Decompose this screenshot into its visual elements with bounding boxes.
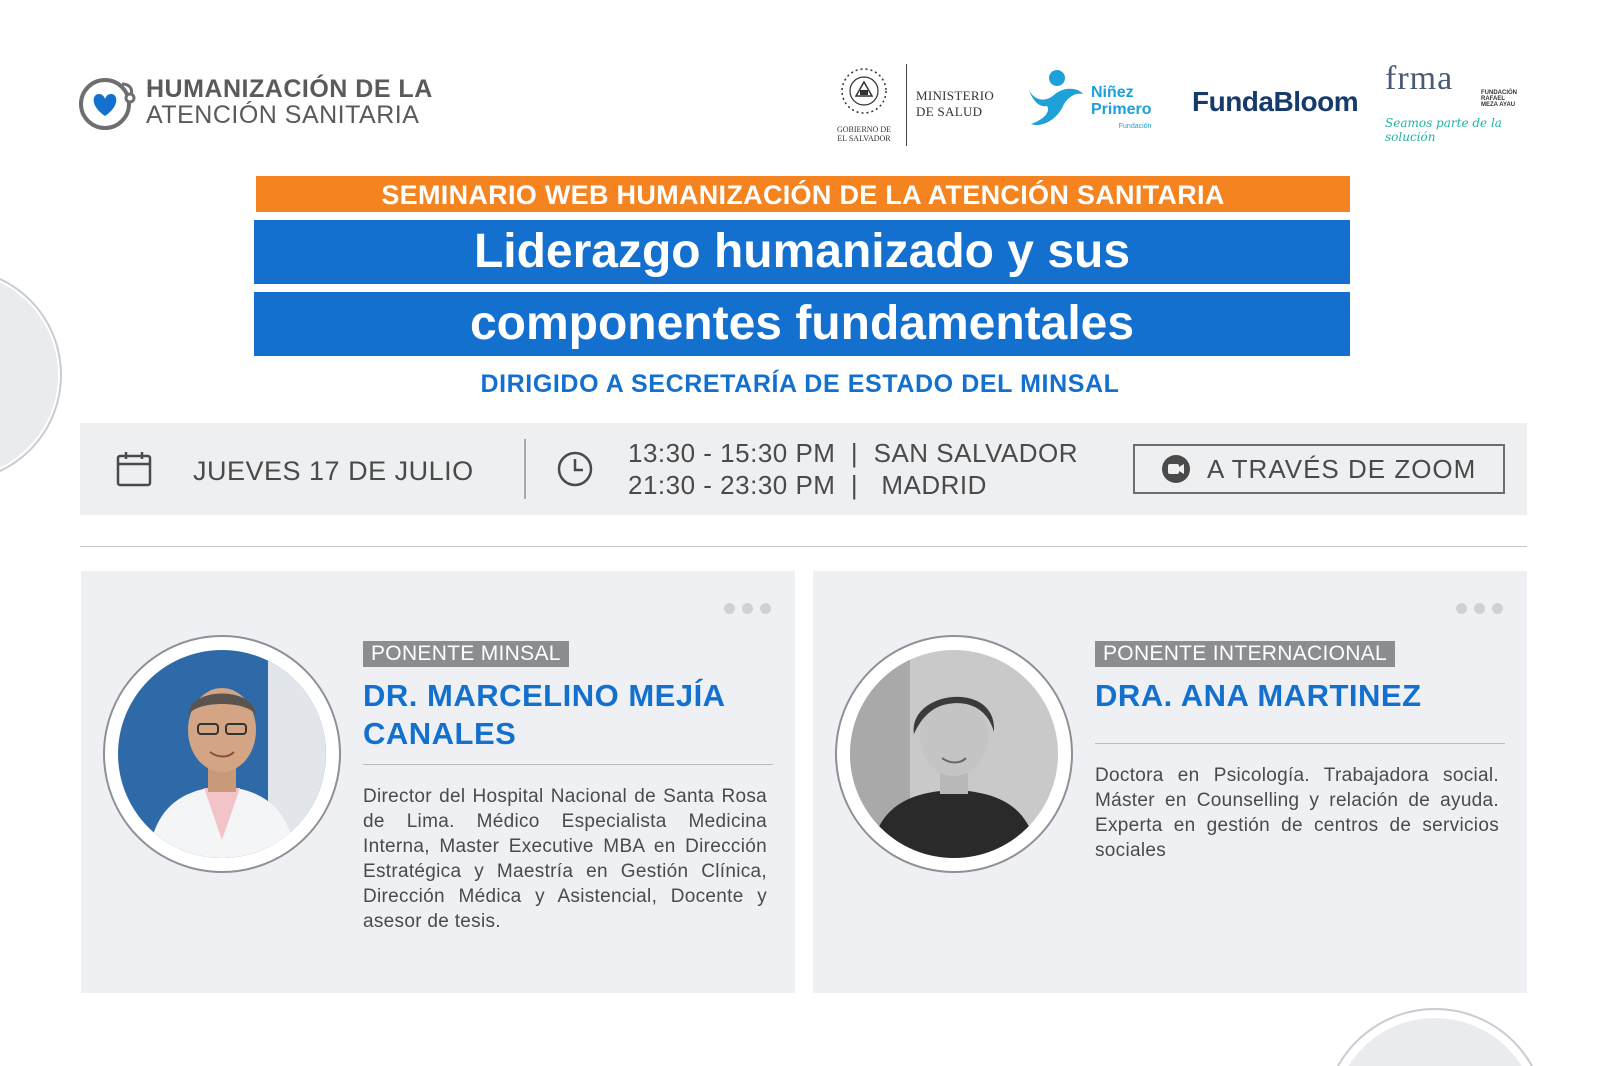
more-dots-icon: [724, 603, 771, 614]
speaker-name: [1095, 677, 1505, 715]
section-divider: [80, 546, 1527, 547]
event-info-bar: [80, 423, 1527, 515]
speaker-name-line1: DR. MARCELINO MEJÍA: [363, 678, 726, 713]
speaker-card-internacional: [813, 571, 1527, 993]
ministerio-logo: [916, 88, 994, 120]
frma-logo: [1385, 62, 1525, 144]
video-camera-icon: [1161, 454, 1191, 484]
time-san-salvador: 13:30 - 15:30 PM | SAN SALVADOR: [628, 438, 1079, 468]
speaker-role-badge: PONENTE MINSAL: [363, 641, 569, 667]
audience-label: DIRIGIDO A SECRETARÍA DE ESTADO DEL MINSAL: [480, 370, 1120, 398]
speaker-name: [363, 677, 773, 753]
series-banner: SEMINARIO WEB HUMANIZACIÓN DE LA ATENCIÓN SANITARIA: [256, 176, 1350, 212]
ninez-sub: Fundación: [1118, 123, 1152, 130]
fundabloom-logo: FundaBloom: [1192, 86, 1359, 117]
speaker-card-minsal: [81, 571, 795, 993]
frma-small-text: [1481, 90, 1517, 108]
frma-small-line1: FUNDACIÓN: [1481, 90, 1517, 96]
ninez-primero-logo: [1025, 66, 1151, 135]
calendar-icon: [116, 451, 152, 487]
logo-divider: [906, 64, 907, 146]
brand-title-line1: HUMANIZACIÓN DE LA: [146, 75, 433, 103]
title-line2: componentes fundamentales: [254, 292, 1350, 356]
event-date: JUEVES 17 DE JULIO: [193, 456, 474, 486]
brand-title-line2: ATENCIÓN SANITARIA: [146, 101, 420, 129]
title-line1: Liderazgo humanizado y sus: [254, 220, 1350, 284]
event-times: [628, 437, 1078, 501]
frma-small-line2: RAFAEL: [1481, 96, 1505, 102]
zoom-button-label: A TRAVÉS DE ZOOM: [1207, 453, 1477, 484]
gobierno-line1: GOBIERNO DE: [837, 125, 891, 134]
info-divider: [524, 439, 526, 499]
brand-logo: [78, 72, 433, 132]
decorative-circle-bottom-right: [1325, 1010, 1545, 1066]
child-icon: [1025, 68, 1089, 134]
speaker-photo-frame: [835, 635, 1073, 873]
speaker-photo: [850, 650, 1058, 858]
speaker-bio: Doctora en Psicología. Trabajadora social. Máster en Counselling y relación de ayuda. Experta en gestión de centros de servicios sociales: [1095, 765, 1499, 861]
frma-word: frma: [1385, 60, 1454, 97]
zoom-button[interactable]: [1133, 444, 1505, 494]
gobierno-logo: [825, 66, 903, 143]
frma-small-line3: MEZA AYAU: [1481, 102, 1516, 108]
ministerio-line2: DE SALUD: [916, 104, 983, 119]
time-madrid: 21:30 - 23:30 PM | MADRID: [628, 470, 987, 500]
speaker-name-line1: DRA. ANA MARTINEZ: [1095, 678, 1422, 713]
ninez-line1: Niñez: [1091, 84, 1134, 101]
more-dots-icon: [1456, 603, 1503, 614]
frma-slogan: Seamos parte de la solución: [1385, 116, 1502, 144]
speaker-name-line2: CANALES: [363, 716, 517, 751]
speaker-separator: [1095, 743, 1505, 744]
speaker-separator: [363, 764, 773, 765]
ninez-line2: Primero: [1091, 101, 1152, 118]
seal-icon: [839, 66, 889, 116]
speaker-photo: [118, 650, 326, 858]
speaker-photo-frame: [103, 635, 341, 873]
heart-stethoscope-icon: [78, 72, 138, 132]
clock-icon: [556, 450, 594, 488]
speaker-bio: Director del Hospital Nacional de Santa Rosa de Lima. Médico Especialista Medicina Interna, Master Executive MBA en Dirección Estratégica y Maestría en Gestión Clínica, Dirección Médica y Asistencial, Docente y asesor de tesis.: [363, 786, 767, 932]
ministerio-line1: MINISTERIO: [916, 88, 995, 103]
gobierno-line2: EL SALVADOR: [837, 134, 891, 143]
speaker-role-badge: PONENTE INTERNACIONAL: [1095, 641, 1395, 667]
